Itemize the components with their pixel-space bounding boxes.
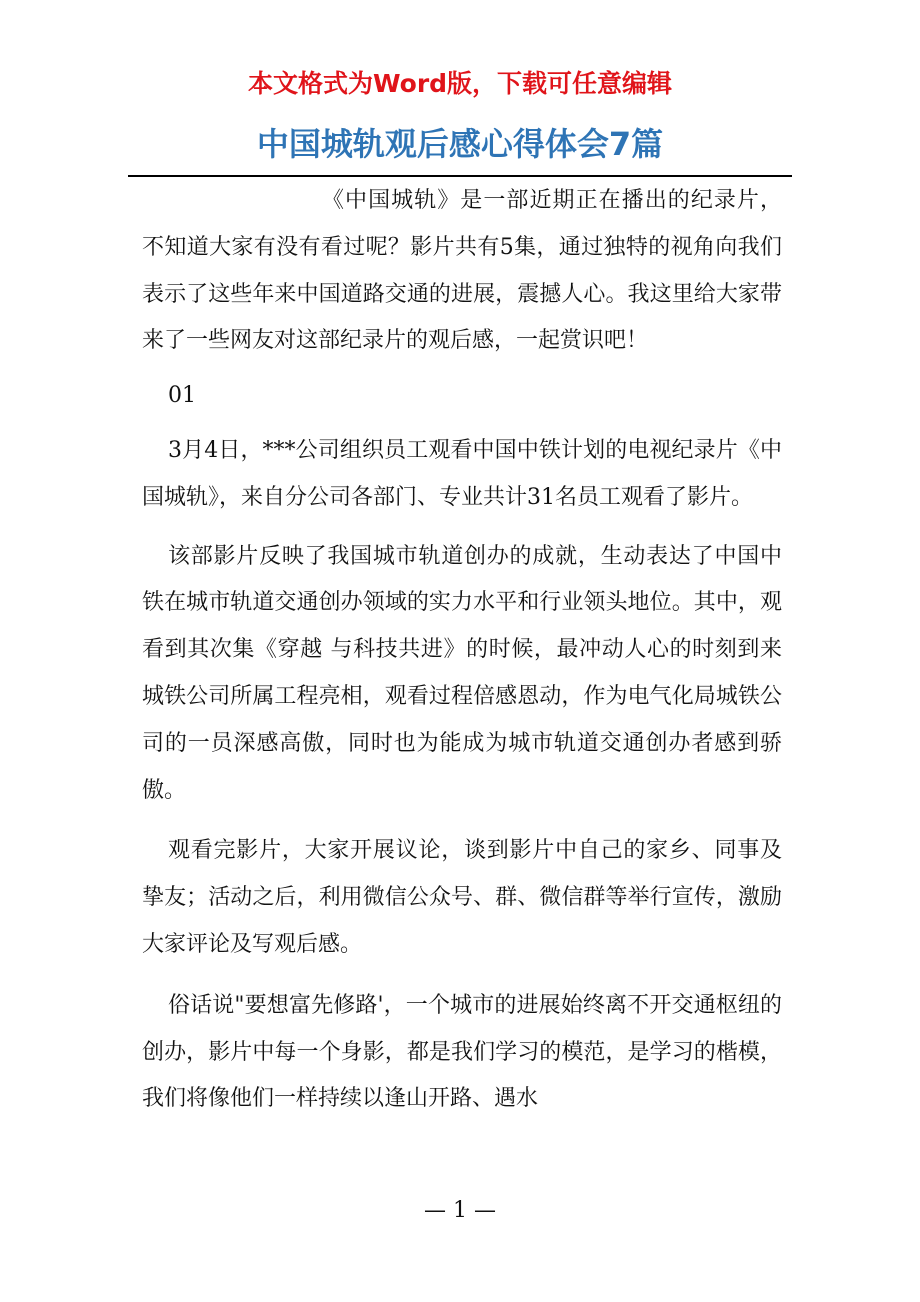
body-paragraph: 观看完影片，大家开展议论，谈到影片中自己的家乡、同事及挚友；活动之后，利用微信公众号、群、微信群等举行宣传，激励大家评论及写观后感。 bbox=[142, 838, 782, 957]
document-body bbox=[142, 178, 782, 1123]
document-title: 中国城轨观后感心得体会7篇 bbox=[256, 125, 664, 163]
format-notice: 本文格式为Word版，下载可任意编辑 bbox=[247, 69, 673, 98]
title-divider bbox=[128, 175, 792, 177]
section-number: 01 bbox=[168, 383, 196, 409]
body-paragraph: 该部影片反映了我国城市轨道创办的成就，生动表达了中国中铁在城市轨道交通创办领域的实力水平和行业领头地位。其中，观看到其次集《穿越 与科技共进》的时候，最冲动人心的时刻到来城铁公司所属工程亮相，观看过程倍感恩动，作为电气化局城铁公司的一员深感高傲，同时也为能成为城市轨道交通创办者感到骄傲。 bbox=[142, 543, 782, 803]
body-paragraph: 3月4日，***公司组织员工观看中国中铁计划的电视纪录片《中国城轨》，来自分公司各部门、专业共计31名员工观看了影片。 bbox=[142, 437, 782, 510]
intro-paragraph: 《中国城轨》是一部近期正在播出的纪录片，不知道大家有没有看过呢？影片共有5集，通过独特的视角向我们表示了这些年来中国道路交通的进展，震撼人心。我这里给大家带来了一些网友对这部纪录片的观后感，一起赏识吧！ bbox=[142, 188, 782, 354]
page-number: — 1 — bbox=[424, 1198, 496, 1223]
body-paragraph: 俗话说"要想富先修路'，一个城市的进展始终离不开交通枢纽的创办，影片中每一个身影，都是我们学习的模范，是学习的楷模，我们将像他们一样持续以逢山开路、遇水 bbox=[142, 992, 782, 1112]
